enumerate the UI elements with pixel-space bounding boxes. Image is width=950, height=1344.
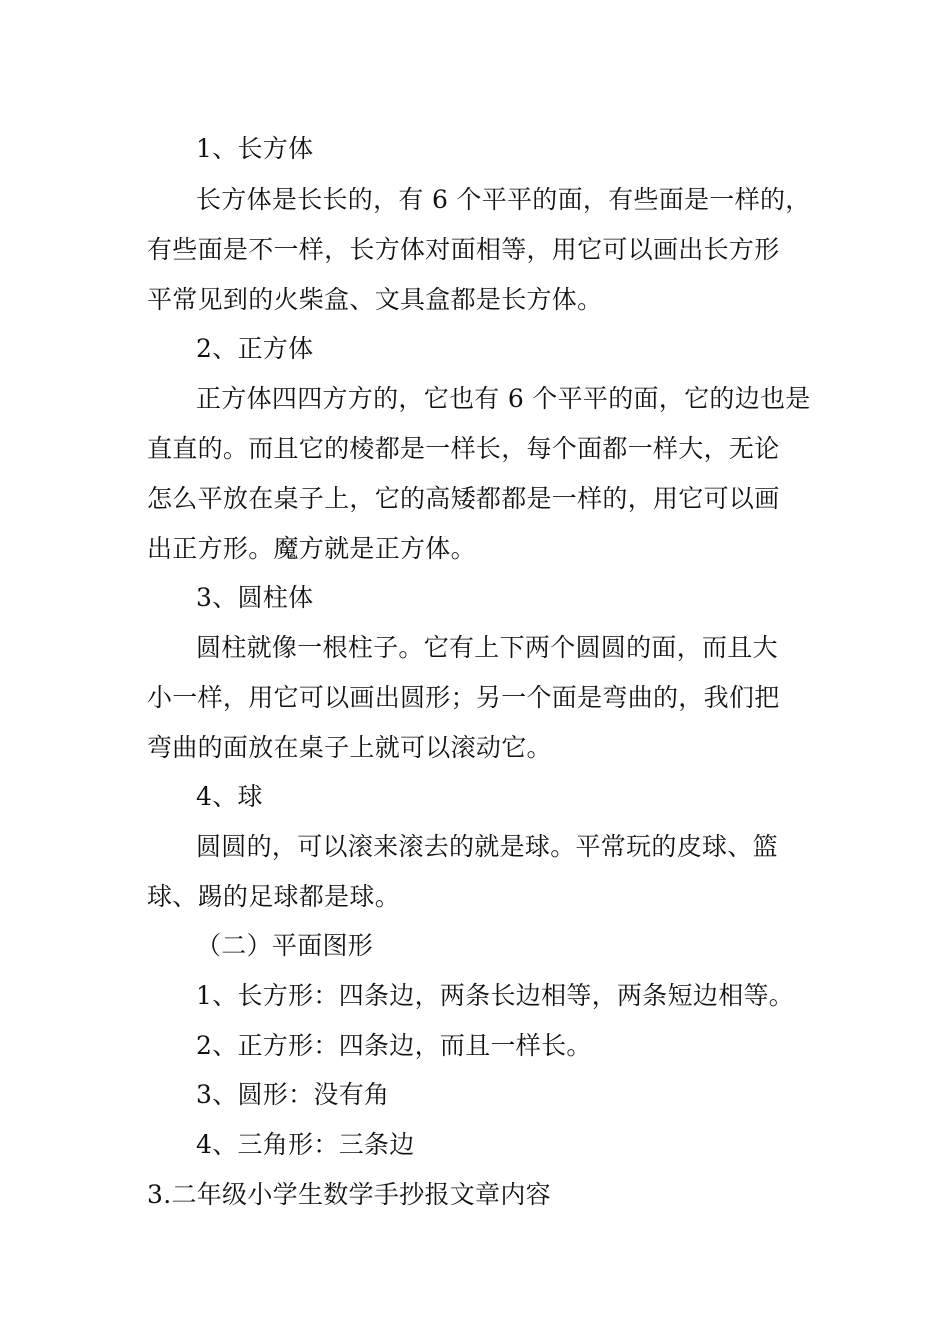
list-item: 4、三角形：三条边 xyxy=(196,1130,415,1159)
paragraph-line: 正方体四四方方的，它也有 6 个平平的面，它的边也是 xyxy=(196,384,811,413)
paragraph-line: 有些面是不一样，长方体对面相等，用它可以画出长方形 xyxy=(147,235,780,264)
section-heading-cube: 2、正方体 xyxy=(196,334,314,363)
paragraph-line: 球、踢的足球都是球。 xyxy=(147,882,401,911)
paragraph-line: 小一样，用它可以画出圆形；另一个面是弯曲的，我们把 xyxy=(147,683,780,712)
paragraph-line: 圆圆的，可以滚来滚去的就是球。平常玩的皮球、篮 xyxy=(196,832,778,861)
list-item: 1、长方形：四条边，两条长边相等，两条短边相等。 xyxy=(196,981,795,1010)
paragraph-line: 出正方形。魔方就是正方体。 xyxy=(147,534,476,563)
plane-shapes-heading: （二）平面图形 xyxy=(196,931,374,960)
section-heading-cylinder: 3、圆柱体 xyxy=(196,583,314,612)
paragraph-line: 怎么平放在桌子上，它的高矮都都是一样的，用它可以画 xyxy=(147,484,780,513)
list-item: 3、圆形：没有角 xyxy=(196,1080,390,1109)
paragraph-line: 圆柱就像一根柱子。它有上下两个圆圆的面，而且大 xyxy=(196,633,778,662)
article-title: 3.二年级小学生数学手抄报文章内容 xyxy=(147,1180,551,1209)
paragraph-line: 平常见到的火柴盒、文具盒都是长方体。 xyxy=(147,285,603,314)
paragraph-line: 长方体是长长的，有 6 个平平的面，有些面是一样的， xyxy=(196,185,811,214)
section-heading-cuboid: 1、长方体 xyxy=(196,134,314,163)
paragraph-line: 直直的。而且它的棱都是一样长，每个面都一样大，无论 xyxy=(147,434,780,463)
list-item: 2、正方形：四条边，而且一样长。 xyxy=(196,1031,592,1060)
section-heading-sphere: 4、球 xyxy=(196,782,263,811)
paragraph-line: 弯曲的面放在桌子上就可以滚动它。 xyxy=(147,733,552,762)
